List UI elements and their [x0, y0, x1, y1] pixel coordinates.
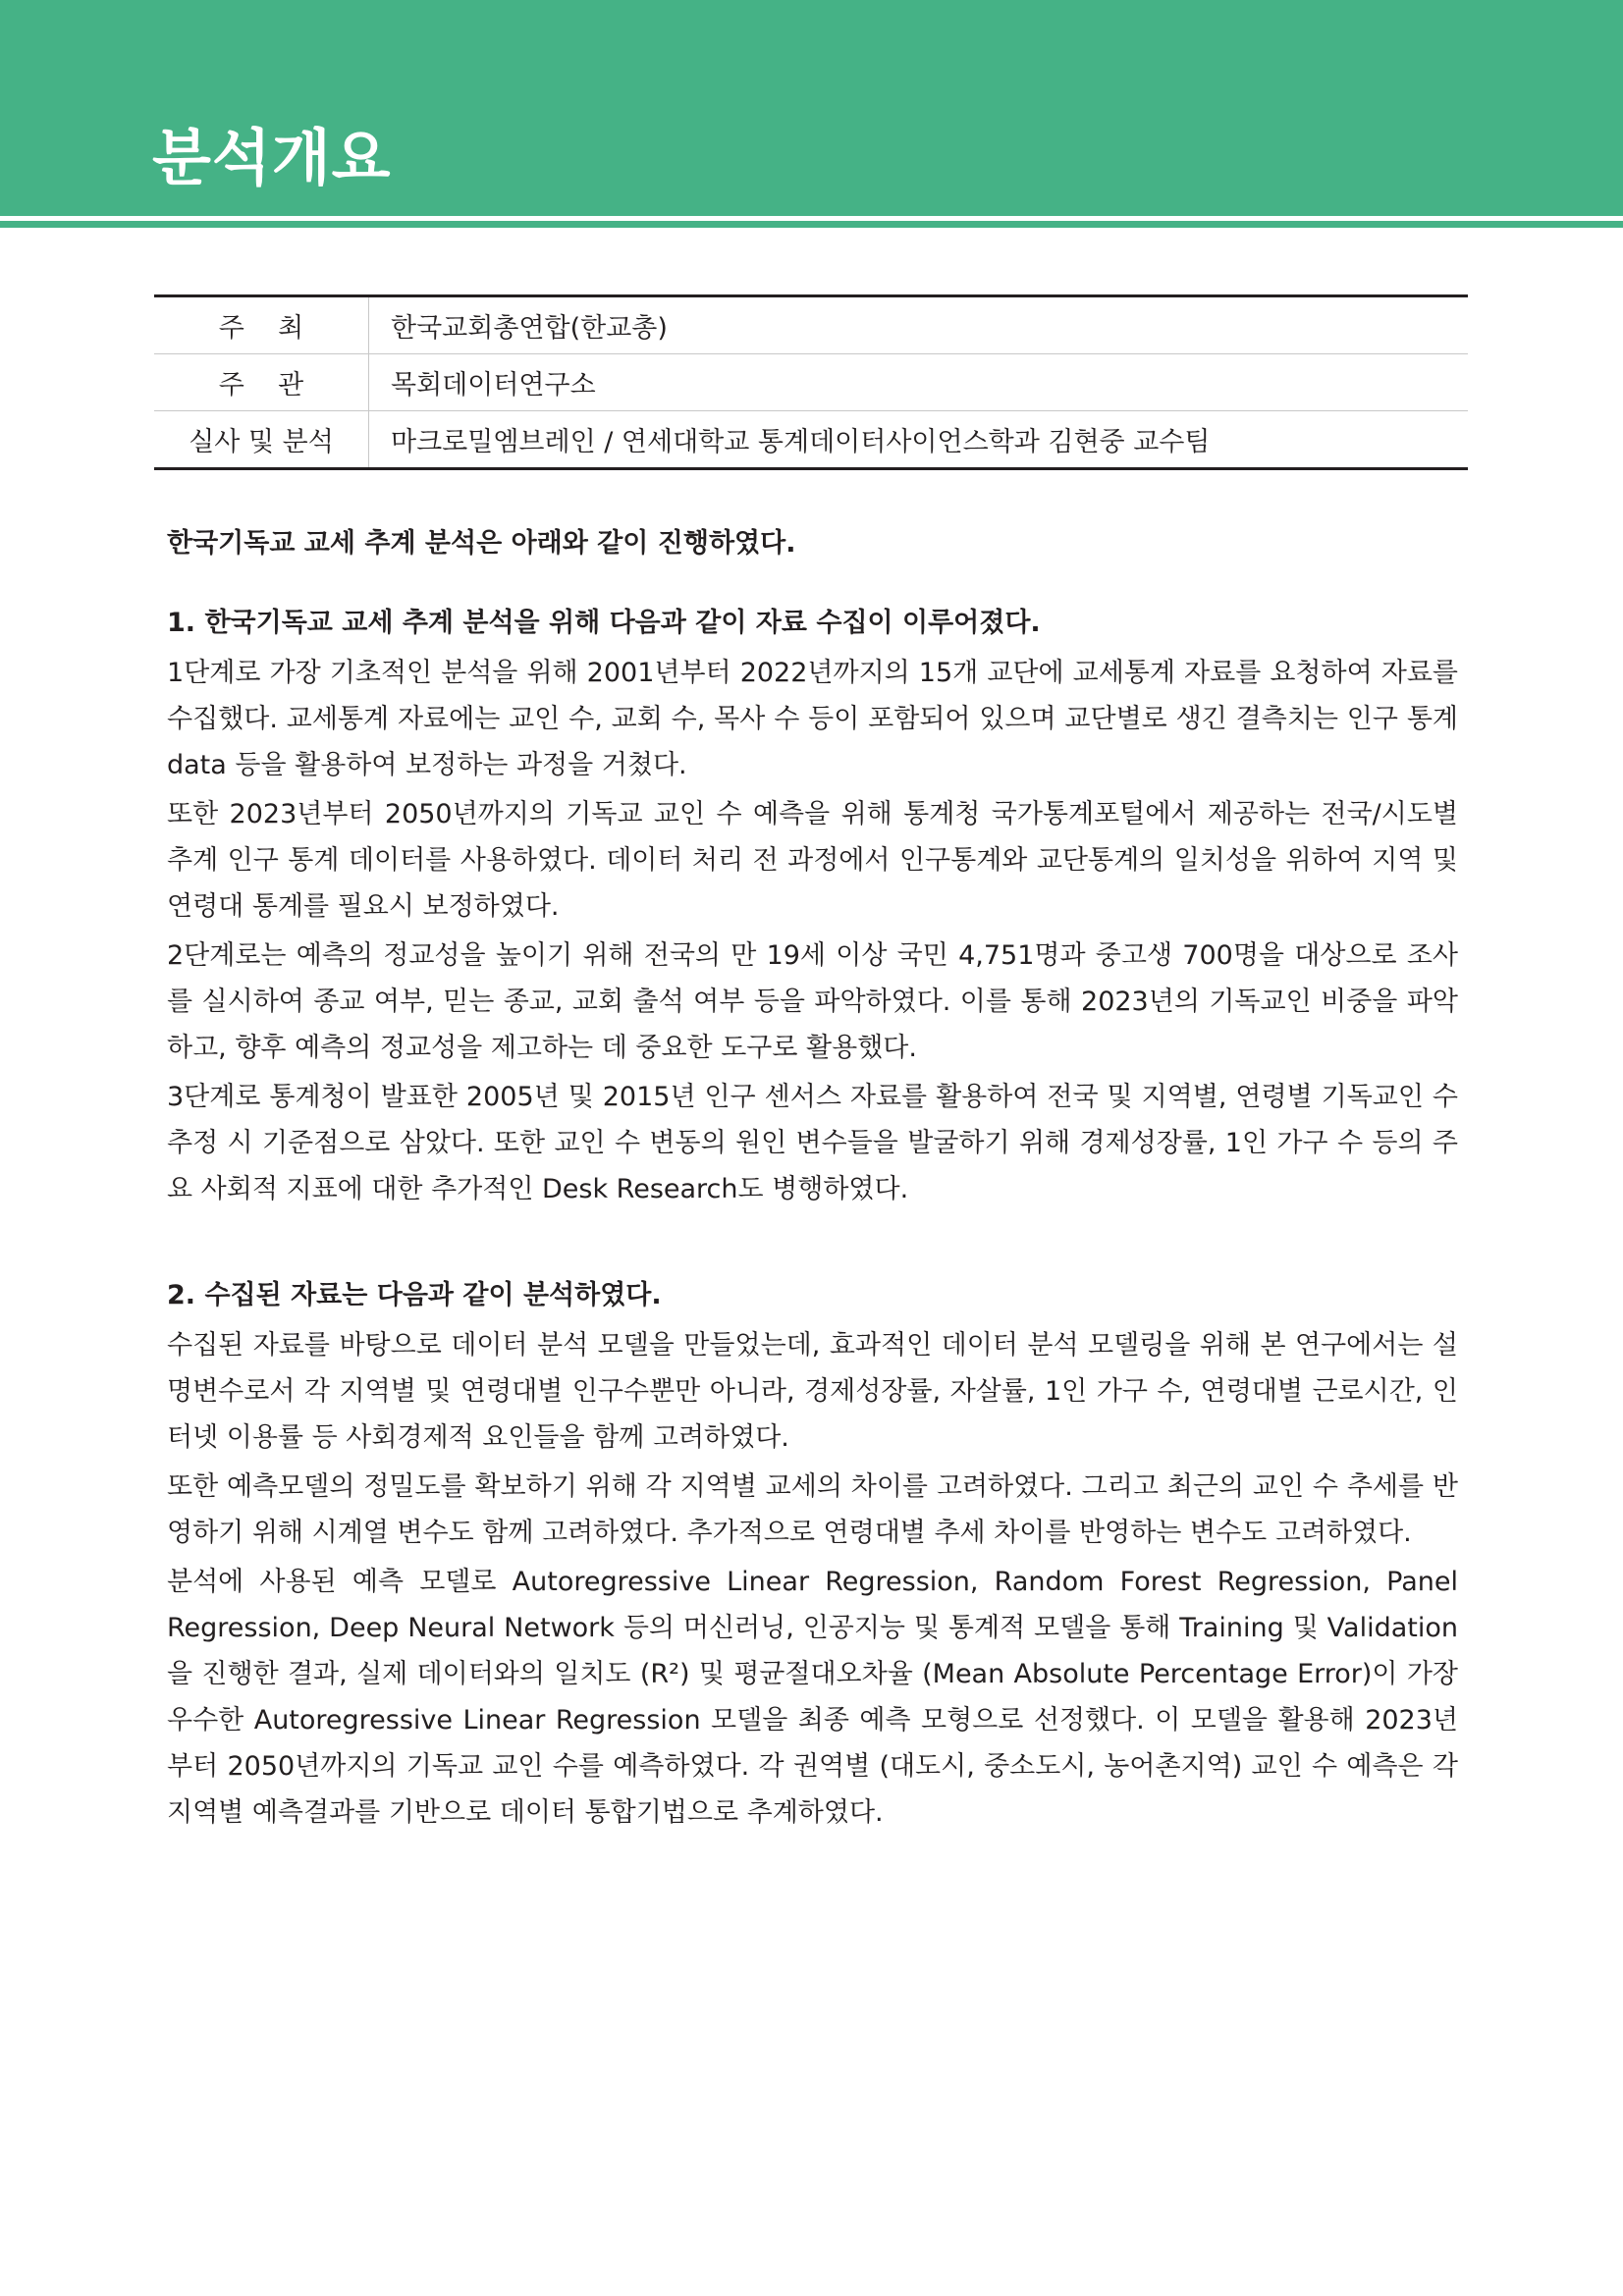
section1-paragraph: 3단계로 통계청이 발표한 2005년 및 2015년 인구 센서스 자료를 활용하여 전국 및 지역별, 연령별 기독교인 수 추정 시 기준점으로 삼았다. 또한 교인 수 변동의 원인 변수들을 발굴하기 위해 경제성장률, 1인 가구 수 등의 주요 사회적 지표에 대한 추가적인 Desk Research도 병행하였다.: [167, 1082, 1458, 1204]
section1-paragraph: 1단계로 가장 기초적인 분석을 위해 2001년부터 2022년까지의 15개 교단에 교세통계 자료를 요청하여 자료를 수집했다. 교세통계 자료에는 교인 수, 교회 수, 목사 수 등이 포함되어 있으며 교단별로 생긴 결측치는 인구 통계 data 등을 활용하여 보정하는 과정을 거쳤다.: [167, 658, 1458, 780]
body-content: [167, 520, 1458, 1839]
section1-paragraph: 또한 2023년부터 2050년까지의 기독교 교인 수 예측을 위해 통계청 국가통계포털에서 제공하는 전국/시도별 추계 인구 통계 데이터를 사용하였다. 데이터 처리 전 과정에서 인구통계와 교단통계의 일치성을 위하여 지역 및 연령대 통계를 필요시 보정하였다.: [167, 799, 1458, 922]
info-row-host: [154, 296, 1468, 354]
info-row-research: [154, 411, 1468, 469]
info-label-host: 주 최: [154, 296, 369, 354]
page-title: 분석개요: [152, 122, 392, 193]
section1-paragraph: 2단계로는 예측의 정교성을 높이기 위해 전국의 만 19세 이상 국민 4,751명과 중고생 700명을 대상으로 조사를 실시하여 종교 여부, 믿는 종교, 교회 출석 여부 등을 파악하였다. 이를 통해 2023년의 기독교인 비중을 파악하고, 향후 예측의 정교성을 제고하는 데 중요한 도구로 활용했다.: [167, 940, 1458, 1063]
section2-heading: 2. 수집된 자료는 다음과 같이 분석하였다.: [167, 1280, 662, 1310]
info-value-research: 마크로밀엠브레인 / 연세대학교 통계데이터사이언스학과 김현중 교수팀: [369, 411, 1469, 469]
section1-heading: 1. 한국기독교 교세 추계 분석을 위해 다음과 같이 자료 수집이 이루어졌다.: [167, 608, 1041, 638]
info-value-organizer: 목회데이터연구소: [369, 354, 1469, 411]
info-table: [154, 294, 1468, 470]
info-label-research: 실사 및 분석: [154, 411, 369, 469]
header-divider-line: [0, 221, 1623, 228]
section2-paragraph: 또한 예측모델의 정밀도를 확보하기 위해 각 지역별 교세의 차이를 고려하였다. 그리고 최근의 교인 수 추세를 반영하기 위해 시계열 변수도 함께 고려하였다. 추가적으로 연령대별 추세 차이를 반영하는 변수도 고려하였다.: [167, 1471, 1458, 1548]
info-row-organizer: [154, 354, 1468, 411]
info-label-organizer: 주 관: [154, 354, 369, 411]
intro-heading: 한국기독교 교세 추계 분석은 아래와 같이 진행하였다.: [167, 528, 796, 559]
section2-paragraph: 수집된 자료를 바탕으로 데이터 분석 모델을 만들었는데, 효과적인 데이터 분석 모델링을 위해 본 연구에서는 설명변수로서 각 지역별 및 연령대별 인구수뿐만 아니라, 경제성장률, 자살률, 1인 가구 수, 연령대별 근로시간, 인터넷 이용률 등 사회경제적 요인들을 함께 고려하였다.: [167, 1330, 1458, 1453]
section2-paragraph: 분석에 사용된 예측 모델로 Autoregressive Linear Regression, Random Forest Regression, Panel Regression, Deep Neural Network 등의 머신러닝, 인공지능 및 통계적 모델을 통해 Training 및 Validation을 진행한 결과, 실제 데이터와의 일치도 (R²) 및 평균절대오차율 (Mean Absolute Percentage Error)이 가장 우수한 Autoregressive Linear Regression 모델을 최종 예측 모형으로 선정했다. 이 모델을 활용해 2023년부터 2050년까지의 기독교 교인 수를 예측하였다. 각 권역별 (대도시, 중소도시, 농어촌지역) 교인 수 예측은 각 지역별 예측결과를 기반으로 데이터 통합기법으로 추계하였다.: [167, 1567, 1458, 1828]
info-value-host: 한국교회총연합(한교총): [391, 313, 668, 344]
section-spacer: [167, 1215, 1458, 1272]
